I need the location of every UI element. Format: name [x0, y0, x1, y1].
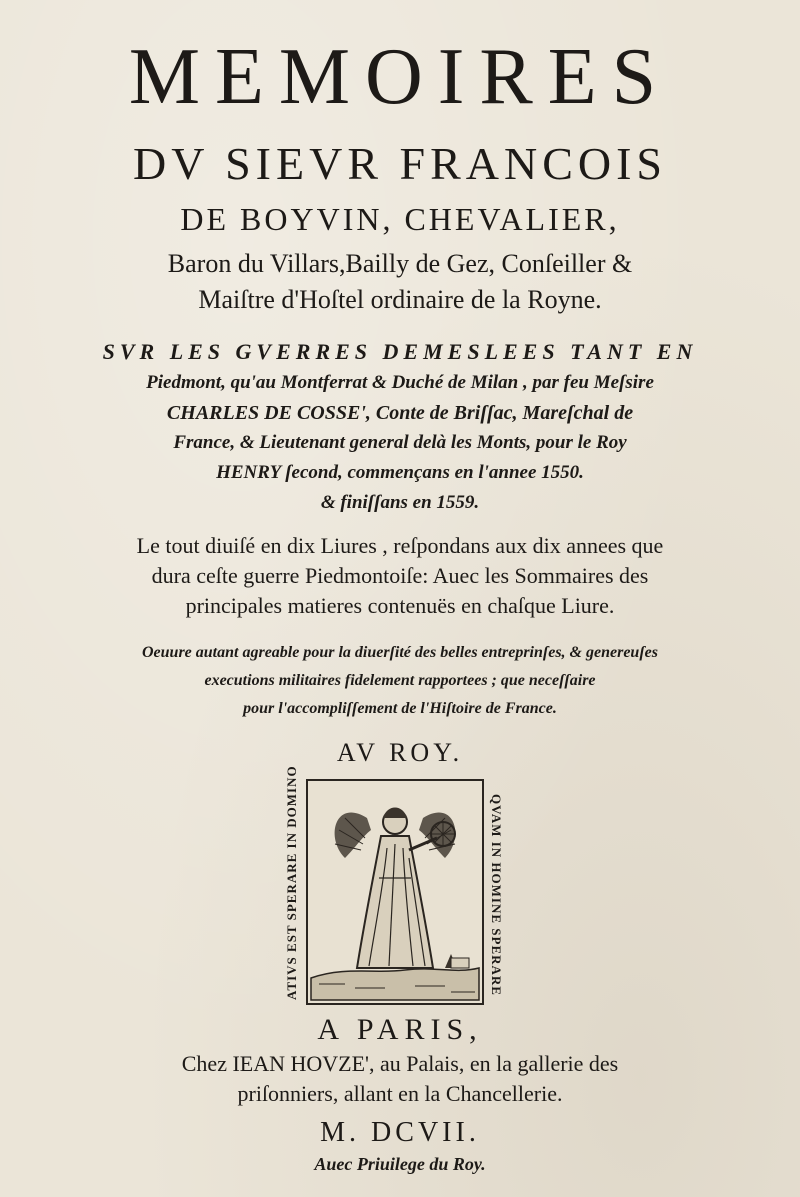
imprint-printer-1: Chez IEAN HOVZE', au Palais, en la gallerie des [181, 1051, 619, 1076]
woodcut-emblem-icon [305, 778, 485, 1006]
author-line-2: DE BOYVIN, CHEVALIER, [180, 201, 620, 237]
imprint-printer-2: priſonniers, allant en la Chancellerie. [237, 1081, 563, 1106]
contents-line-2: dura ceſte guerre Piedmontoiſe: Auec les Sommaires des [151, 563, 649, 588]
contents-line-3: principales matieres contenuës en chaſque Liure. [185, 593, 615, 618]
subject-line-4: France, & Lieutenant general delà les Monts, pour le Roy [173, 432, 627, 453]
subject-line-5: HENRY ſecond, commençans en l'annee 1550. [216, 462, 584, 483]
imprint-year: M. DCVII. [320, 1117, 480, 1148]
emblem-motto-left: ATIVS EST SPERARE IN DOMINO [284, 765, 299, 1000]
emblem-motto-right: QVAM IN HOMINE SPERARE [489, 794, 504, 996]
contents-line-1: Le tout diuiſé en dix Liures , reſpondans aux dix annees que [136, 533, 664, 558]
subject-line-3: CHARLES DE COSSE', Conte de Briſſac, Mareſchal de [166, 402, 634, 424]
author-titles-line-2: Maiſtre d'Hoſtel ordinaire de la Royne. [198, 285, 602, 314]
dedication: AV ROY. [336, 738, 464, 767]
subject-line-2: Piedmont, qu'au Montferrat & Duché de Milan , par feu Meſsire [146, 372, 654, 393]
author-line-1: DV SIEVR FRANCOIS [132, 138, 668, 189]
subject-line-1: SVR LES GVERRES DEMESLEES TANT EN [102, 339, 698, 364]
imprint-privilege: Auec Priuilege du Roy. [314, 1154, 486, 1174]
author-titles-line-1: Baron du Villars,Bailly de Gez, Conſeiller & [167, 249, 633, 278]
blurb-line-3: pour l'accompliſſement de l'Hiſtoire de France. [243, 700, 557, 717]
subject-line-6: & finiſſans en 1559. [320, 492, 480, 513]
main-title: MEMOIRES [128, 33, 672, 121]
blurb-line-2: executions militaires fidelement rapportees ; que neceſſaire [204, 672, 596, 689]
blurb-line-1: Oeuure autant agreable pour la diuerſité des belles entreprinſes, & genereuſes [142, 644, 658, 661]
imprint-place: A PARIS, [317, 1013, 483, 1046]
